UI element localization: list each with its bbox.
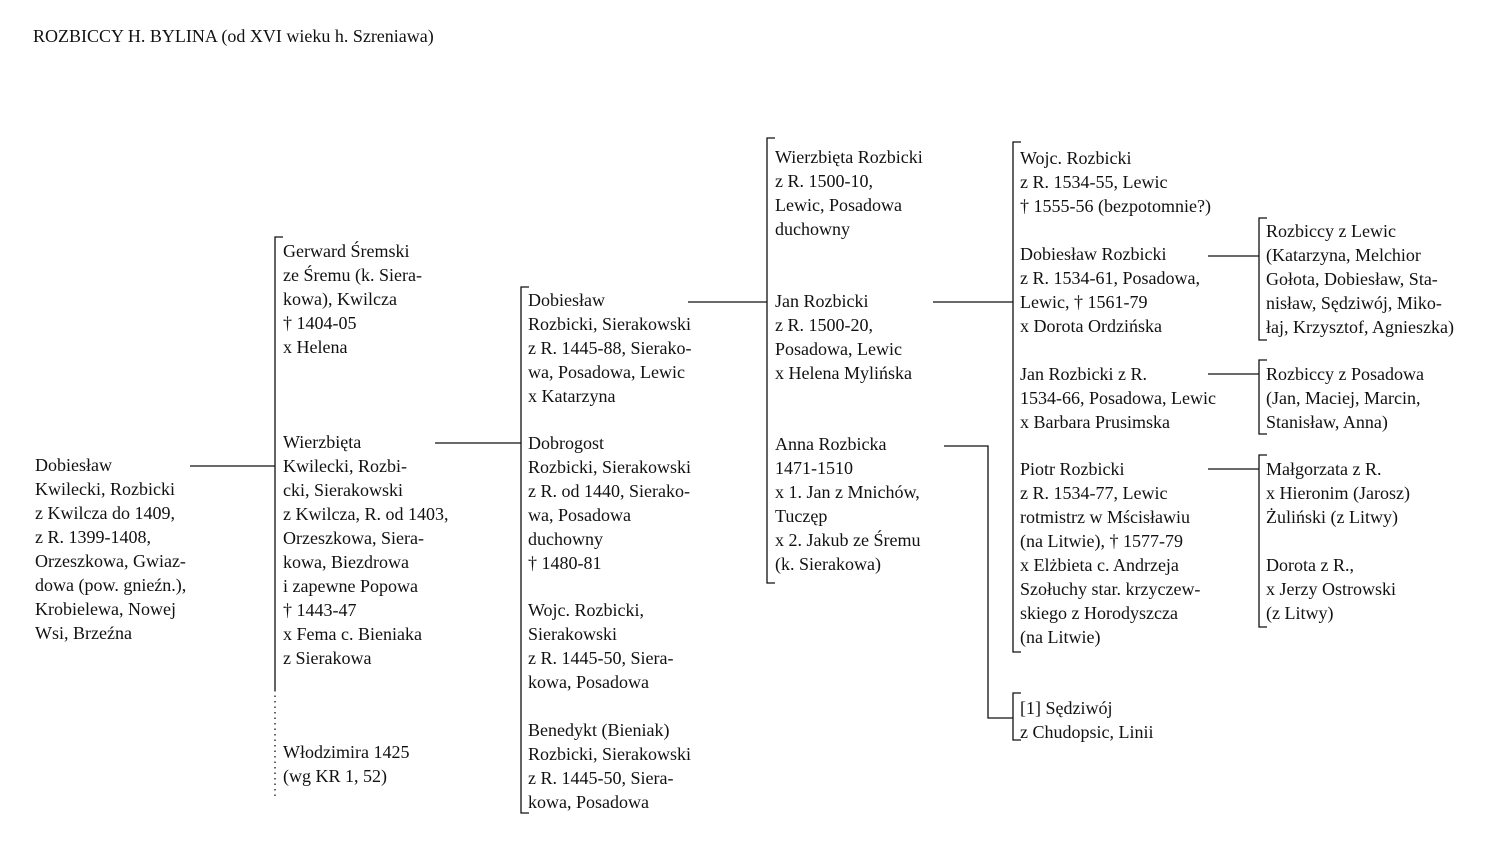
text-line: (Jan, Maciej, Marcin,	[1266, 388, 1421, 408]
person-dorota	[1266, 553, 1396, 625]
text-line: Wsi, Brzeźna	[35, 623, 132, 643]
text-line: Kwilecki, Rozbicki	[35, 479, 175, 499]
text-line: Posadowa, Lewic	[775, 339, 902, 359]
person-wojc-sierakowski	[528, 598, 673, 694]
text-line: x Fema c. Bieniaka	[283, 624, 422, 644]
text-line: x Jerzy Ostrowski	[1266, 579, 1396, 599]
text-line: (na Litwie)	[1020, 627, 1101, 647]
person-wojc-1534	[1020, 146, 1211, 218]
person-dobieslaw-kwilecki	[35, 453, 186, 645]
person-dobieslaw-rozbicki	[528, 288, 691, 408]
text-line: z R. 1445-50, Siera-	[528, 648, 674, 668]
text-line: z R. 1500-10,	[775, 171, 873, 191]
family-rozbiccy-posadowa	[1266, 362, 1424, 434]
text-line: Anna Rozbicka	[775, 434, 887, 454]
text-line: Tuczęp	[775, 506, 828, 526]
text-line: 1534-66, Posadowa, Lewic	[1020, 388, 1216, 408]
text-line: wa, Posadowa	[528, 505, 631, 525]
text-line: dowa (pow. gnieźn.),	[35, 575, 187, 595]
text-line: Wojc. Rozbicki	[1020, 148, 1132, 168]
text-line: z Kwilcza do 1409,	[35, 503, 175, 523]
text-line: 1471-1510	[775, 458, 853, 478]
text-line: x Katarzyna	[528, 386, 616, 406]
text-line: z R. 1534-61, Posadowa,	[1020, 268, 1200, 288]
text-line: Lewic, Posadowa	[775, 195, 902, 215]
text-line: x Barbara Prusimska	[1020, 412, 1170, 432]
person-dobieslaw-1534	[1020, 242, 1200, 338]
text-line: cki, Sierakowski	[283, 480, 403, 500]
person-malgorzata	[1266, 457, 1410, 529]
text-line: Gołota, Dobiesław, Sta-	[1266, 269, 1438, 289]
text-line: Dobiesław Rozbicki	[1020, 244, 1167, 264]
text-line: z R. 1534-55, Lewic	[1020, 172, 1168, 192]
person-anna	[775, 432, 920, 576]
text-line: z R. od 1440, Sierako-	[528, 481, 690, 501]
text-line: z R. 1399-1408,	[35, 527, 151, 547]
text-line: Orzeszkowa, Gwiaz-	[35, 551, 186, 571]
text-line: Jan Rozbicki	[775, 291, 869, 311]
text-line: † 1555-56 (bezpotomnie?)	[1020, 196, 1211, 216]
text-line: z Sierakowa	[283, 648, 372, 668]
family-rozbiccy-lewic	[1266, 219, 1454, 339]
text-line: z R. 1445-88, Sierako-	[528, 338, 692, 358]
text-line: Gerward Śremski	[283, 241, 410, 261]
text-line: Wierzbięta Rozbicki	[775, 147, 923, 167]
text-line: Rozbicki, Sierakowski	[528, 744, 691, 764]
person-piotr	[1020, 457, 1200, 649]
text-line: x Helena Mylińska	[775, 363, 912, 383]
text-line: Żuliński (z Litwy)	[1266, 507, 1398, 527]
person-gerward-sremski	[283, 239, 422, 359]
person-wierzbieta-kwilecki	[283, 430, 448, 670]
text-line: duchowny	[775, 219, 850, 239]
generation-bracket	[767, 138, 775, 583]
text-line: skiego z Horodyszcza	[1020, 603, 1178, 623]
text-line: Jan Rozbicki z R.	[1020, 364, 1147, 384]
person-wierzbieta-rozbicki	[775, 145, 923, 241]
text-line: kowa, Posadowa	[528, 672, 649, 692]
text-line: z R. 1500-20,	[775, 315, 873, 335]
text-line: Małgorzata z R.	[1266, 459, 1382, 479]
person-sedziwoj	[1020, 696, 1154, 744]
text-line: Sierakowski	[528, 624, 617, 644]
text-line: x Elżbieta c. Andrzeja	[1020, 555, 1179, 575]
text-line: (k. Sierakowa)	[775, 554, 881, 574]
person-benedykt	[528, 718, 691, 814]
text-line: Wierzbięta	[283, 432, 362, 452]
text-line: Kwilecki, Rozbi-	[283, 456, 407, 476]
text-line: (wg KR 1, 52)	[283, 766, 387, 786]
text-line: rotmistrz w Mścisławiu	[1020, 507, 1190, 527]
text-line: i zapewne Popowa	[283, 576, 418, 596]
text-line: kowa), Kwilcza	[283, 289, 397, 309]
text-line: Rozbiccy z Lewic	[1266, 221, 1396, 241]
text-line: z Chudopsic, Linii	[1020, 722, 1154, 742]
text-line: Szołuchy star. krzyczew-	[1020, 579, 1201, 599]
page-title: ROZBICCY H. BYLINA (od XVI wieku h. Szreniawa)	[33, 26, 434, 46]
text-line: Krobielewa, Nowej	[35, 599, 176, 619]
text-line: nisław, Sędziwój, Miko-	[1266, 293, 1442, 313]
person-jan-1500	[775, 289, 912, 385]
text-line: (z Litwy)	[1266, 603, 1334, 623]
text-line: x 2. Jakub ze Śremu	[775, 530, 921, 550]
text-line: z Kwilcza, R. od 1403,	[283, 504, 449, 524]
text-line: duchowny	[528, 529, 603, 549]
text-line: x 1. Jan z Mnichów,	[775, 482, 920, 502]
text-line: (Katarzyna, Melchior	[1266, 245, 1421, 265]
person-dobrogost	[528, 431, 691, 575]
generation-bracket	[275, 237, 283, 690]
person-wlodzimira	[283, 740, 409, 788]
text-line: x Helena	[283, 337, 348, 357]
connector	[944, 446, 1013, 718]
text-line: kowa, Posadowa	[528, 792, 649, 812]
text-line: [1] Sędziwój	[1020, 698, 1113, 718]
text-line: Rozbiccy z Posadowa	[1266, 364, 1424, 384]
text-line: Benedykt (Bieniak)	[528, 720, 670, 740]
text-line: kowa, Biezdrowa	[283, 552, 409, 572]
text-line: x Dorota Ordzińska	[1020, 316, 1162, 336]
text-line: Włodzimira 1425	[283, 742, 410, 762]
text-line: Lewic, † 1561-79	[1020, 292, 1148, 312]
text-line: wa, Posadowa, Lewic	[528, 362, 685, 382]
text-line: z R. 1534-77, Lewic	[1020, 483, 1168, 503]
text-line: Wojc. Rozbicki,	[528, 600, 645, 620]
text-line: Dobrogost	[528, 433, 604, 453]
text-line: Dorota z R.,	[1266, 555, 1354, 575]
text-line: z R. 1445-50, Siera-	[528, 768, 674, 788]
text-line: Piotr Rozbicki	[1020, 459, 1125, 479]
text-line: Rozbicki, Sierakowski	[528, 457, 691, 477]
text-line: x Hieronim (Jarosz)	[1266, 483, 1410, 503]
text-line: Rozbicki, Sierakowski	[528, 314, 691, 334]
text-line: (na Litwie), † 1577-79	[1020, 531, 1183, 551]
text-line: ze Śremu (k. Siera-	[283, 265, 422, 285]
text-line: łaj, Krzysztof, Agnieszka)	[1266, 317, 1454, 337]
text-line: Dobiesław	[35, 455, 112, 475]
text-line: Dobiesław	[528, 290, 605, 310]
text-line: † 1404-05	[283, 313, 357, 333]
person-jan-1534	[1020, 362, 1216, 434]
text-line: Orzeszkowa, Siera-	[283, 528, 424, 548]
text-line: Stanisław, Anna)	[1266, 412, 1388, 432]
text-line: † 1480-81	[528, 553, 602, 573]
text-line: † 1443-47	[283, 600, 357, 620]
